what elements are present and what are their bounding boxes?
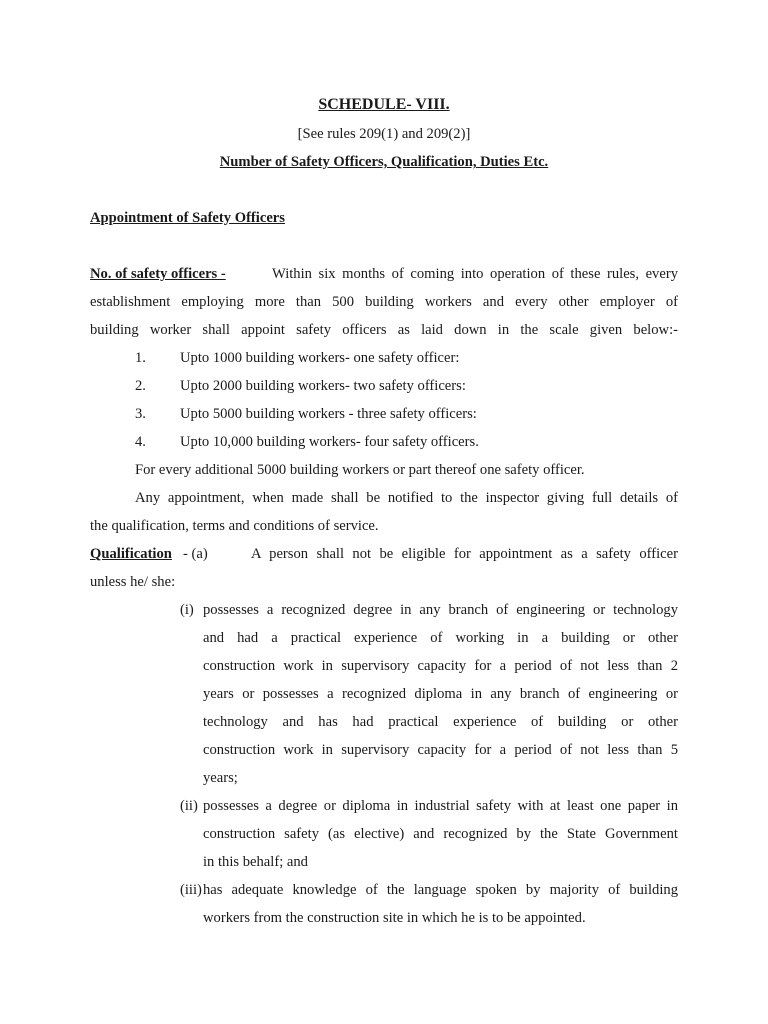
item-line: construction safety (as elective) and recognized by the State Government <box>203 826 678 842</box>
item-line: technology and has had practical experience of building or other <box>203 714 678 730</box>
item-line: construction work in supervisory capacity for a period of not less than 5 <box>203 742 678 758</box>
no-of-officers-line-3: building worker shall appoint safety officers as laid down in the scale given below:- <box>90 322 678 338</box>
scale-text: Upto 1000 building workers- one safety officer: <box>180 350 460 366</box>
item-line: and had a practical experience of working in a building or other <box>203 630 678 646</box>
appointment-line-1: Any appointment, when made shall be notified to the inspector giving full details of <box>135 490 678 506</box>
additional-officer-text: For every additional 5000 building workers or part thereof one safety officer. <box>135 462 585 478</box>
item-line: construction work in supervisory capacity for a period of not less than 2 <box>203 658 678 674</box>
no-of-officers-line-1: Within six months of coming into operation of these rules, every <box>272 266 678 282</box>
item-line: has adequate knowledge of the language spoken by majority of building <box>203 882 678 898</box>
document-subtitle: Number of Safety Officers, Qualification, Duties Etc. <box>219 154 549 170</box>
scale-text: Upto 5000 building workers - three safety officers: <box>180 406 477 422</box>
item-marker: (iii) <box>180 882 202 898</box>
item-line: years or possesses a recognized diploma in any branch of engineering or <box>203 686 678 702</box>
item-marker: (ii) <box>180 798 198 814</box>
appointment-line-2: the qualification, terms and conditions of service. <box>90 518 379 534</box>
scale-text: Upto 10,000 building workers- four safety officers. <box>180 434 479 450</box>
item-line: possesses a recognized degree in any branch of engineering or technology <box>203 602 678 618</box>
item-line: workers from the construction site in which he is to be appointed. <box>203 910 586 926</box>
rules-reference: [See rules 209(1) and 209(2)] <box>297 126 471 142</box>
no-of-officers-label: No. of safety officers - <box>90 266 226 282</box>
scale-number: 4. <box>135 434 146 450</box>
scale-number: 1. <box>135 350 146 366</box>
item-marker: (i) <box>180 602 194 618</box>
qualification-label: Qualification <box>90 546 172 562</box>
scale-number: 2. <box>135 378 146 394</box>
section-heading: Appointment of Safety Officers <box>90 210 285 226</box>
item-line: years; <box>203 770 238 786</box>
item-line: possesses a degree or diploma in industrial safety with at least one paper in <box>203 798 678 814</box>
no-of-officers-line-2: establishment employing more than 500 building workers and every other employer of <box>90 294 678 310</box>
schedule-title: SCHEDULE- VIII. <box>318 96 450 113</box>
scale-text: Upto 2000 building workers- two safety officers: <box>180 378 466 394</box>
scale-number: 3. <box>135 406 146 422</box>
qualification-line-1: A person shall not be eligible for appointment as a safety officer <box>251 546 678 562</box>
qualification-line-2: unless he/ she: <box>90 574 176 590</box>
item-line: in this behalf; and <box>203 854 308 870</box>
qualification-dash: - (a) <box>183 546 208 562</box>
